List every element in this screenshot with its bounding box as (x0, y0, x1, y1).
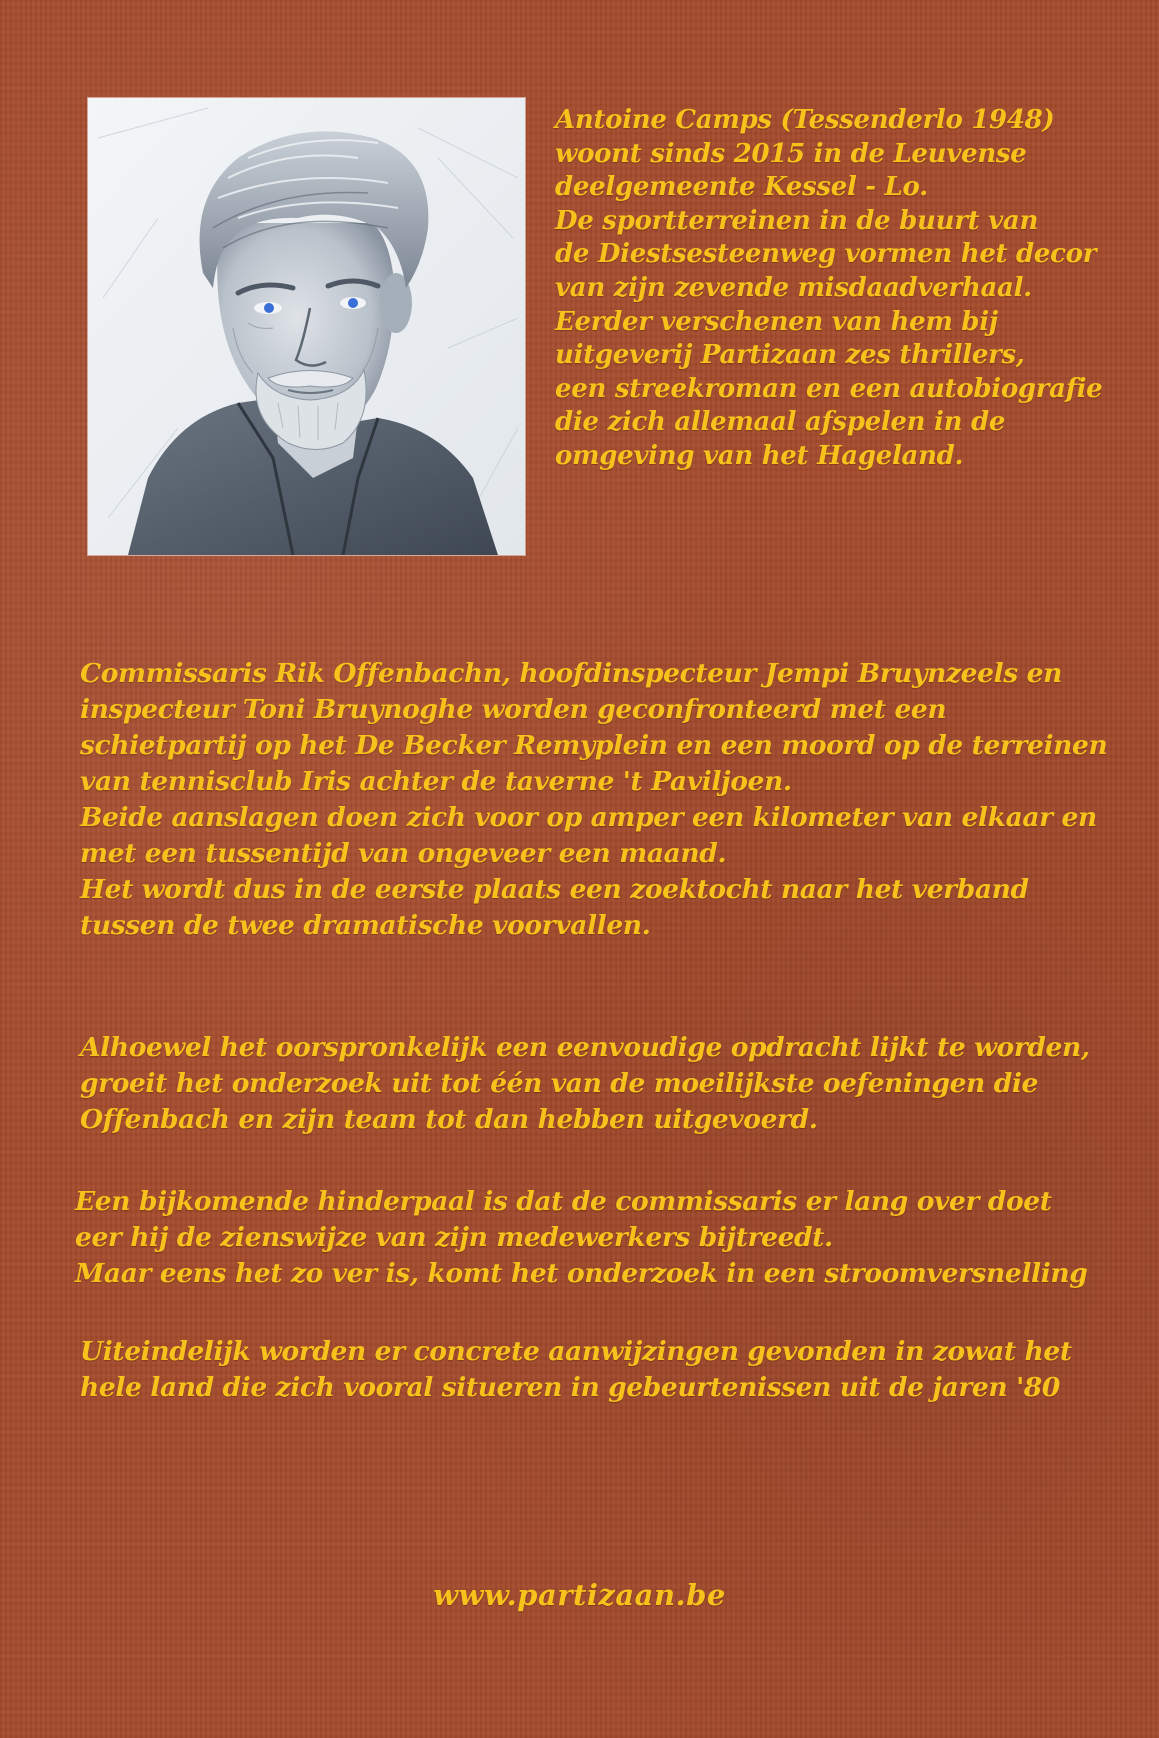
bio-line: Antoine Camps (Tessenderlo 1948) (555, 105, 1055, 135)
synopsis-line: schietpartij op het De Becker Remyplein en een moord op de terreinen (80, 730, 1108, 761)
author-portrait (88, 98, 525, 555)
bio-line: een streekroman en een autobiografie (555, 373, 1103, 404)
synopsis-line: inspecteur Toni Bruynoghe worden geconfronteerd met een (80, 694, 947, 725)
bio-line: omgeving van het Hageland. (555, 440, 964, 471)
bio-line: deelgemeente Kessel - Lo. (555, 172, 928, 203)
synopsis-line: tussen de twee dramatische voorvallen. (80, 910, 651, 941)
synopsis-line: hele land die zich vooral situeren in gebeurtenissen uit de jaren '80 (80, 1372, 1060, 1403)
publisher-website-link[interactable]: www.partizaan.be (433, 1578, 726, 1612)
synopsis-line: Een bijkomende hinderpaal is dat de commissaris er lang over doet (75, 1186, 1052, 1217)
synopsis-line: van tennisclub Iris achter de taverne 't Paviljoen. (80, 766, 792, 797)
bio-line: van zijn zevende misdaadverhaal. (555, 272, 1032, 303)
bio-line: de Diestsesteenweg vormen het decor (555, 239, 1097, 270)
synopsis-line: Beide aanslagen doen zich voor op amper een kilometer van elkaar en (80, 802, 1097, 833)
bio-line: woont sinds 2015 in de Leuvense (555, 138, 1027, 169)
synopsis-paragraph-2 (80, 1030, 1090, 1138)
synopsis-paragraph-3 (75, 1184, 1087, 1292)
synopsis-line: Uiteindelijk worden er concrete aanwijzingen gevonden in zowat het (80, 1336, 1072, 1367)
synopsis-line: Maar eens het zo ver is, komt het onderzoek in een stroomversnelling (75, 1258, 1088, 1289)
synopsis-line: eer hij de zienswijze van zijn medewerkers bijtreedt. (75, 1222, 833, 1253)
synopsis-line: met een tussentijd van ongeveer een maand. (80, 838, 727, 869)
bio-line: Eerder verschenen van hem bij (555, 306, 998, 337)
synopsis-line: Het wordt dus in de eerste plaats een zoektocht naar het verband (80, 874, 1029, 905)
bio-line: De sportterreinen in de buurt van (555, 205, 1039, 236)
synopsis-paragraph-4 (80, 1334, 1072, 1406)
synopsis-line: Alhoewel het oorspronkelijk een eenvoudige opdracht lijkt te worden, (80, 1032, 1090, 1063)
author-portrait-sketch-icon (88, 98, 525, 555)
bio-line: uitgeverij Partizaan zes thrillers, (555, 340, 1025, 371)
synopsis-line: Offenbach en zijn team tot dan hebben uitgevoerd. (80, 1104, 818, 1135)
synopsis-paragraph-1 (80, 656, 1107, 944)
bio-line: die zich allemaal afspelen in de (555, 407, 1006, 438)
synopsis-line: groeit het onderzoek uit tot één van de moeilijkste oefeningen die (80, 1068, 1038, 1099)
synopsis-line: Commissaris Rik Offenbachn, hoofdinspecteur Jempi Bruynzeels en (80, 658, 1062, 689)
author-bio (555, 104, 1102, 474)
